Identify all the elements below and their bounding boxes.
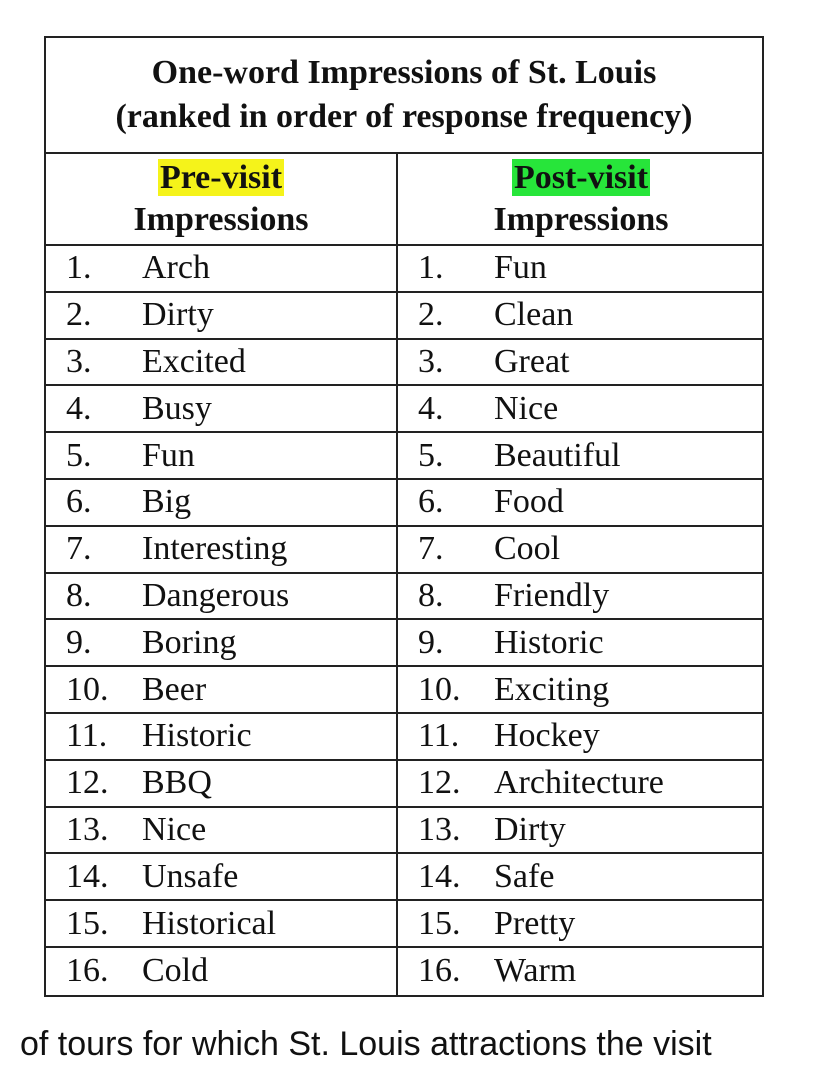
pre-rank-number: 8. (66, 576, 92, 614)
post-rank-number: 1. (418, 249, 444, 287)
post-visit-cell (398, 480, 764, 525)
pre-impression-word: Interesting (142, 530, 288, 568)
post-visit-cell (398, 386, 764, 431)
table-row (46, 246, 762, 293)
post-impression-word: Dirty (494, 810, 566, 848)
post-visit-cell (398, 340, 764, 385)
table-row (46, 574, 762, 621)
pre-visit-cell (46, 293, 398, 338)
post-rank-number: 8. (418, 576, 444, 614)
post-visit-cell (398, 667, 764, 712)
post-impression-word: Food (494, 483, 564, 521)
pre-visit-cell (46, 901, 398, 946)
table-title-line2: (ranked in order of response frequency) (115, 98, 693, 135)
table-row (46, 433, 762, 480)
pre-rank-number: 12. (66, 764, 109, 802)
post-visit-subheader: Impressions (493, 201, 669, 238)
post-rank-number: 9. (418, 623, 444, 661)
pre-visit-subheader: Impressions (133, 201, 309, 238)
table-row (46, 527, 762, 574)
pre-impression-word: Dirty (142, 296, 214, 334)
pre-impression-word: Beer (142, 670, 207, 708)
pre-impression-word: Big (142, 483, 192, 521)
pre-visit-cell (46, 386, 398, 431)
table-row (46, 854, 762, 901)
cropped-caption-text: of tours for which St. Louis attractions the visit (20, 1025, 712, 1063)
pre-visit-cell (46, 480, 398, 525)
pre-visit-header (46, 154, 398, 244)
table-row (46, 340, 762, 387)
post-rank-number: 4. (418, 389, 444, 427)
pre-visit-cell (46, 948, 398, 995)
pre-visit-cell (46, 340, 398, 385)
post-impression-word: Clean (494, 296, 574, 334)
pre-impression-word: Excited (142, 342, 246, 380)
pre-rank-number: 4. (66, 389, 92, 427)
pre-rank-number: 13. (66, 810, 109, 848)
pre-visit-cell (46, 667, 398, 712)
post-rank-number: 16. (418, 952, 461, 990)
table-row (46, 948, 762, 995)
post-visit-cell (398, 620, 764, 665)
post-visit-cell (398, 574, 764, 619)
post-visit-cell (398, 901, 764, 946)
pre-rank-number: 10. (66, 670, 109, 708)
post-visit-cell (398, 246, 764, 291)
pre-visit-cell (46, 574, 398, 619)
pre-visit-cell (46, 433, 398, 478)
post-visit-cell (398, 527, 764, 572)
pre-impression-word: Dangerous (142, 576, 290, 614)
post-rank-number: 3. (418, 342, 444, 380)
table-title (46, 38, 762, 154)
post-rank-number: 15. (418, 904, 461, 942)
pre-rank-number: 14. (66, 857, 109, 895)
pre-visit-cell (46, 808, 398, 853)
post-visit-cell (398, 714, 764, 759)
pre-impression-word: Unsafe (142, 857, 239, 895)
post-visit-header (398, 154, 764, 244)
post-impression-word: Exciting (494, 670, 610, 708)
post-rank-number: 10. (418, 670, 461, 708)
table-title-line1: One-word Impressions of St. Louis (151, 54, 657, 91)
post-rank-number: 12. (418, 764, 461, 802)
post-impression-word: Friendly (494, 576, 610, 614)
pre-impression-word: Historic (142, 717, 252, 755)
post-impression-word: Fun (494, 249, 547, 287)
pre-rank-number: 11. (66, 717, 108, 755)
table-body (46, 246, 762, 995)
pre-visit-cell (46, 246, 398, 291)
post-impression-word: Historic (494, 623, 604, 661)
pre-visit-cell (46, 714, 398, 759)
pre-rank-number: 6. (66, 483, 92, 521)
table-row (46, 293, 762, 340)
pre-impression-word: Cold (142, 952, 209, 990)
post-rank-number: 6. (418, 483, 444, 521)
pre-rank-number: 3. (66, 342, 92, 380)
pre-visit-cell (46, 761, 398, 806)
pre-impression-word: Busy (142, 389, 212, 427)
table-row (46, 901, 762, 948)
post-rank-number: 14. (418, 857, 461, 895)
pre-rank-number: 5. (66, 436, 92, 474)
pre-impression-word: Nice (142, 810, 207, 848)
post-visit-cell (398, 293, 764, 338)
post-impression-word: Nice (494, 389, 559, 427)
pre-rank-number: 1. (66, 249, 92, 287)
post-impression-word: Pretty (494, 904, 576, 942)
post-impression-word: Warm (494, 952, 577, 990)
pre-visit-cell (46, 854, 398, 899)
post-visit-cell (398, 948, 764, 995)
impressions-table (44, 36, 764, 997)
post-rank-number: 11. (418, 717, 460, 755)
column-header-row (46, 154, 762, 246)
post-visit-cell (398, 433, 764, 478)
post-impression-word: Architecture (494, 764, 664, 802)
pre-impression-word: Boring (142, 623, 237, 661)
post-impression-word: Safe (494, 857, 555, 895)
post-impression-word: Hockey (494, 717, 600, 755)
table-row (46, 714, 762, 761)
post-rank-number: 7. (418, 530, 444, 568)
table-row (46, 761, 762, 808)
table-row (46, 480, 762, 527)
post-visit-highlight: Post-visit (513, 159, 649, 196)
pre-rank-number: 7. (66, 530, 92, 568)
post-visit-cell (398, 808, 764, 853)
pre-rank-number: 16. (66, 952, 109, 990)
pre-impression-word: Arch (142, 249, 210, 287)
table-row (46, 386, 762, 433)
pre-visit-cell (46, 620, 398, 665)
table-row (46, 620, 762, 667)
post-rank-number: 13. (418, 810, 461, 848)
post-impression-word: Beautiful (494, 436, 621, 474)
pre-visit-cell (46, 527, 398, 572)
table-row (46, 808, 762, 855)
post-visit-cell (398, 761, 764, 806)
post-impression-word: Great (494, 342, 570, 380)
post-visit-cell (398, 854, 764, 899)
pre-impression-word: Historical (142, 904, 277, 942)
pre-impression-word: Fun (142, 436, 195, 474)
post-rank-number: 5. (418, 436, 444, 474)
post-impression-word: Cool (494, 530, 561, 568)
post-rank-number: 2. (418, 296, 444, 334)
pre-impression-word: BBQ (142, 764, 212, 802)
pre-rank-number: 9. (66, 623, 92, 661)
pre-rank-number: 2. (66, 296, 92, 334)
table-row (46, 667, 762, 714)
pre-visit-highlight: Pre-visit (159, 159, 283, 196)
pre-rank-number: 15. (66, 904, 109, 942)
